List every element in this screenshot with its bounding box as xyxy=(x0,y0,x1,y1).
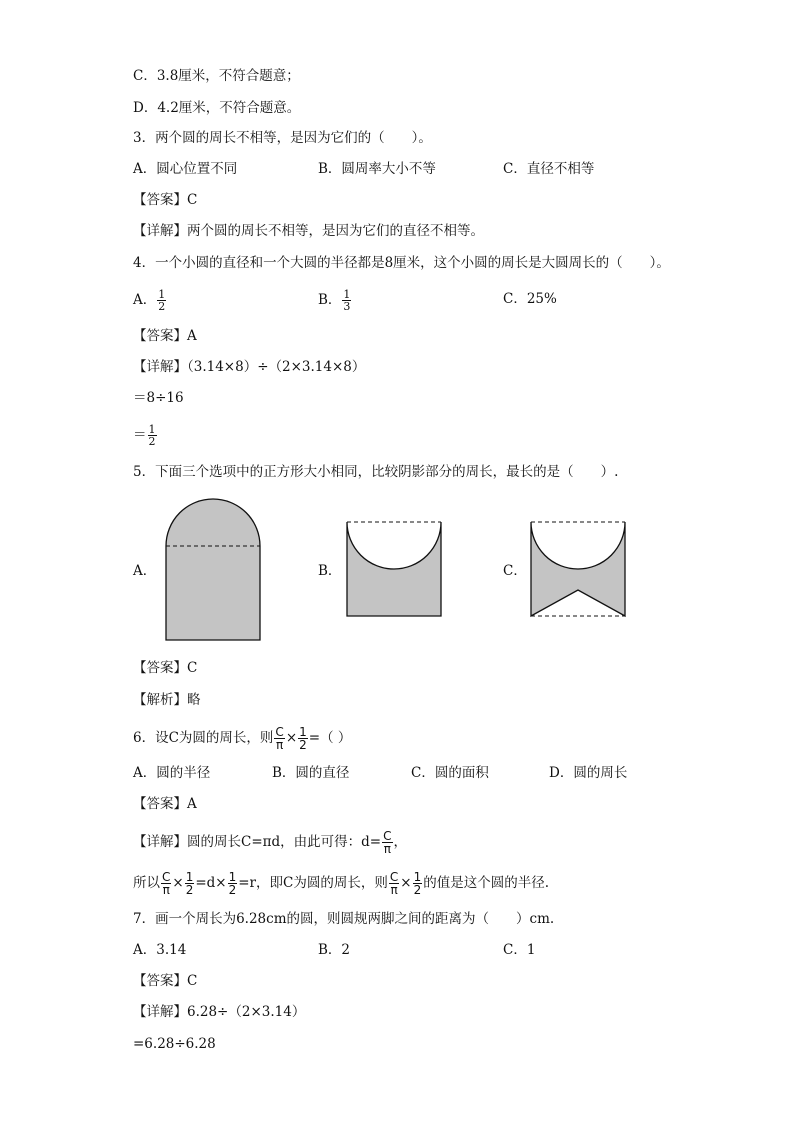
fraction-denominator: 2 xyxy=(148,435,156,448)
text-run: =d× xyxy=(195,875,227,891)
q3-detail: 【详解】两个圆的周长不相等，是因为它们的直径不相等。 xyxy=(133,223,484,239)
fraction-denominator: 2 xyxy=(413,883,422,897)
fraction-numerator: 1 xyxy=(158,288,166,301)
q4-detail: 【详解】（3.14×8）÷（2×3.14×8） xyxy=(133,359,366,375)
fraction-denominator: 2 xyxy=(228,883,237,897)
q4-option-b-prefix: B． xyxy=(318,292,342,308)
q4-step: ＝8÷16 xyxy=(133,390,184,406)
q5-answer: 【答案】C xyxy=(133,660,198,676)
q6-option-b: B．圆的直径 xyxy=(272,765,350,781)
fraction-numerator: 1 xyxy=(148,423,156,436)
fraction xyxy=(342,289,351,312)
fraction-numerator: 1 xyxy=(228,870,237,884)
q5-figure-b xyxy=(345,520,445,620)
q4-option-c: C．25% xyxy=(503,291,557,307)
fraction-denominator: π xyxy=(383,842,391,856)
q4-option-b xyxy=(318,288,352,313)
fraction-numerator: C xyxy=(162,870,171,884)
question-5: 5．下面三个选项中的正方形大小相同，比较阴影部分的周长，最长的是（ ）. xyxy=(133,464,619,480)
times-sign: × xyxy=(285,730,298,746)
shaded-shape xyxy=(347,522,441,616)
q3-option-a: A．圆心位置不同 xyxy=(133,161,238,177)
fraction-numerator: 1 xyxy=(185,870,194,884)
q4-step-prefix: ＝ xyxy=(133,427,147,443)
q5-figure-a xyxy=(164,495,264,643)
question-7: 7．画一个周长为6.28cm的圆，则圆规两脚之间的距离为（ ）cm. xyxy=(133,911,555,927)
fraction xyxy=(413,871,423,896)
fraction xyxy=(157,289,166,312)
q6-detail-prefix: 【详解】圆的周长C=πd，由此可得：d= xyxy=(133,834,382,850)
times-sign: × xyxy=(172,875,184,891)
fraction-denominator: 2 xyxy=(185,883,194,897)
q7-detail: 【详解】6.28÷（2×3.14） xyxy=(133,1004,306,1020)
fraction-numerator: 1 xyxy=(299,725,307,739)
fraction-denominator: 2 xyxy=(158,300,166,313)
q3-answer: 【答案】C xyxy=(133,192,198,208)
fraction-numerator: 1 xyxy=(343,288,351,301)
q6-answer: 【答案】A xyxy=(133,796,197,812)
q5-figure-label-c: C． xyxy=(503,563,527,579)
fraction-numerator: 1 xyxy=(413,870,422,884)
q7-answer: 【答案】C xyxy=(133,973,198,989)
q6-option-d: D．圆的周长 xyxy=(549,765,628,781)
fraction-denominator: 2 xyxy=(299,738,307,752)
fraction-denominator: π xyxy=(162,883,170,897)
question-3: 3．两个圆的周长不相等，是因为它们的（ ）。 xyxy=(133,130,432,146)
fraction xyxy=(298,726,308,751)
fraction xyxy=(274,726,284,751)
text-run: 的值是这个圆的半径. xyxy=(423,875,549,891)
q7-option-b: B．2 xyxy=(318,942,351,958)
q7-step: =6.28÷6.28 xyxy=(133,1036,216,1052)
q4-answer: 【答案】A xyxy=(133,328,197,344)
text-run: 所以 xyxy=(133,875,160,891)
fraction xyxy=(148,424,157,447)
text-line: D．4.2厘米，不符合题意。 xyxy=(133,100,301,116)
text-line: C．3.8厘米，不符合题意； xyxy=(133,68,300,84)
times-sign: × xyxy=(400,875,412,891)
shaded-shape xyxy=(166,499,260,640)
fraction-denominator: 3 xyxy=(343,300,351,313)
q6-suffix: =（ ） xyxy=(308,730,352,746)
fraction xyxy=(382,830,392,855)
fraction-numerator: C xyxy=(389,870,399,884)
q3-option-c: C．直径不相等 xyxy=(503,161,595,177)
q6-detail xyxy=(133,829,407,856)
fraction xyxy=(185,871,195,896)
question-6 xyxy=(133,725,352,752)
q6-prefix: 6．设C为圆的周长，则 xyxy=(133,730,274,746)
shaded-shape xyxy=(531,522,625,616)
question-4: 4．一个小圆的直径和一个大圆的半径都是8厘米，这个小圆的周长是大圆周长的（ ）。 xyxy=(133,255,670,271)
fraction xyxy=(228,871,238,896)
q5-figure-label-a: A． xyxy=(133,563,157,579)
q4-option-a-prefix: A． xyxy=(133,292,157,308)
q4-step xyxy=(133,423,158,448)
fraction-numerator: C xyxy=(383,829,392,843)
q6-option-a: A．圆的半径 xyxy=(133,765,211,781)
fraction xyxy=(389,871,399,896)
fraction-numerator: C xyxy=(275,725,284,739)
q5-analysis: 【解析】略 xyxy=(133,692,201,708)
q6-detail-suffix: ， xyxy=(393,834,407,850)
q6-conclusion xyxy=(133,870,549,897)
fraction-denominator: π xyxy=(390,883,398,897)
q4-option-a xyxy=(133,288,167,313)
q7-option-c: C．1 xyxy=(503,942,536,958)
q7-option-a: A．3.14 xyxy=(133,942,187,958)
q5-figure-c xyxy=(529,520,629,620)
q5-figure-label-b: B． xyxy=(318,563,342,579)
q3-option-b: B．圆周率大小不等 xyxy=(318,161,436,177)
q6-option-c: C．圆的面积 xyxy=(411,765,489,781)
fraction xyxy=(161,871,171,896)
fraction-denominator: π xyxy=(276,738,284,752)
text-run: =r，即C为圆的周长，则 xyxy=(238,875,388,891)
